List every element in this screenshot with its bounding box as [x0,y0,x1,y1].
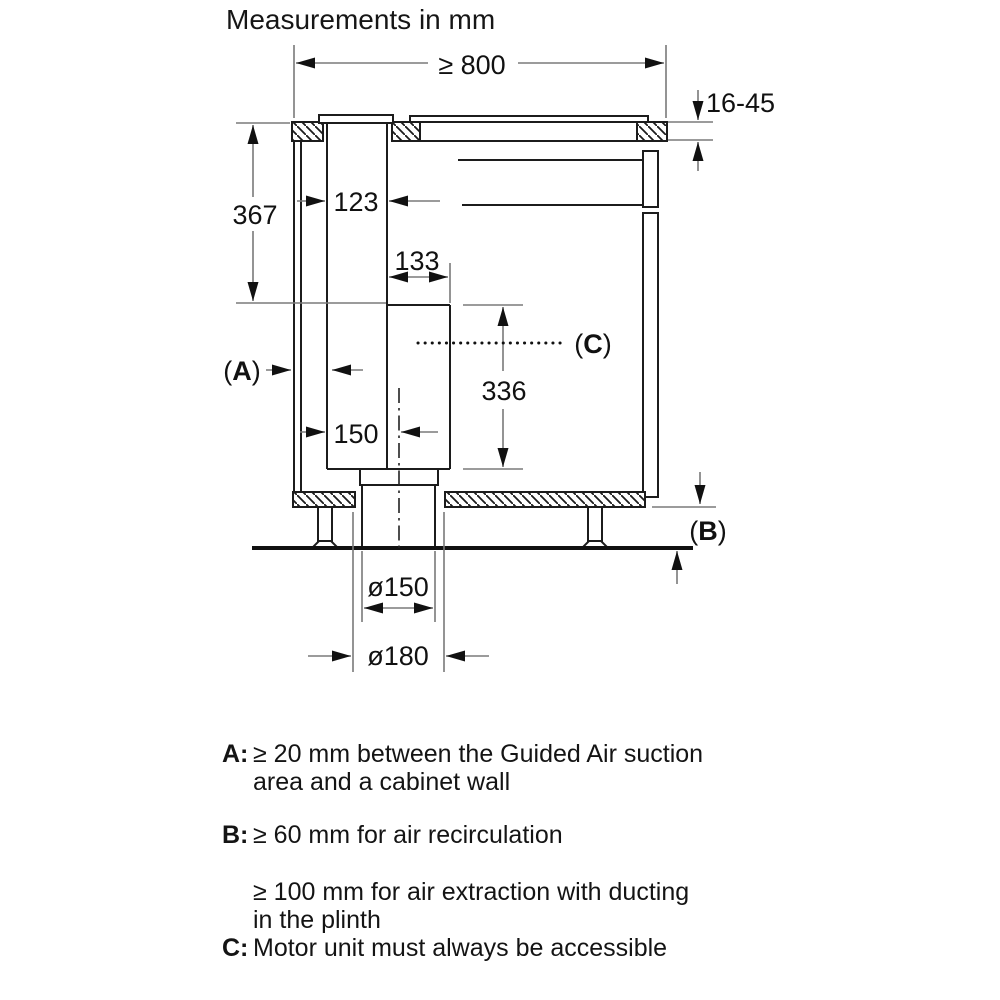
page-title: Measurements in mm [226,4,496,35]
feet [313,507,607,547]
legend-item-b2 [222,878,782,934]
legend-key-c: C: [222,934,249,962]
right-foot-stem [588,507,602,541]
label-c: (C) [574,329,612,359]
dim-motor-box-width-value: 133 [394,246,440,276]
annotation-c [418,329,612,359]
cabinet-door-panel [643,213,658,497]
legend-item-b [222,821,782,849]
drawer [458,151,658,497]
worktop-hatch-end [637,122,667,141]
plinth-right [445,492,645,507]
left-foot-stem [318,507,332,541]
legend-text-a: ≥ 20 mm between the Guided Air suction area and a cabinet wall [253,740,704,796]
dim-height-left-value: 367 [232,200,278,230]
dim-worktop-thickness-value: 16-45 [706,88,776,118]
plinth [293,492,645,507]
plinth-left [293,492,355,507]
legend-item-c [222,934,782,962]
legend-text-c: Motor unit must always be accessible [253,934,668,962]
dim-chimney-width-value: 123 [333,187,379,217]
legend-text-b2: ≥ 100 mm for air extraction with ducting in the plinth [253,878,690,934]
dim-motor-box-height-value: 336 [481,376,527,406]
annotation-b [652,472,727,584]
dim-duct-diameter-value: ø150 [367,572,429,602]
drawer-front-panel [643,151,658,207]
worktop-right-section [392,122,667,141]
dim-suction-to-center-value: 150 [333,419,379,449]
cooktop-plate [410,116,648,122]
worktop-left-section [292,122,323,141]
legend [222,740,782,962]
dim-hole-diameter-value: ø180 [367,641,429,671]
dim-width-min-value: ≥ 800 [438,50,506,80]
legend-text-b: ≥ 60 mm for air recirculation [253,821,563,849]
cabinet-walls [294,141,301,492]
label-b: (B) [689,516,727,546]
worktop-hatch-inner [392,122,420,141]
legend-key-a: A: [222,740,249,768]
vent-collar-plate [319,115,393,123]
legend-item-a [222,740,782,796]
label-a: (A) [223,356,261,386]
chimney-duct [327,123,387,469]
worktop [292,115,667,141]
legend-key-b: B: [222,821,249,849]
